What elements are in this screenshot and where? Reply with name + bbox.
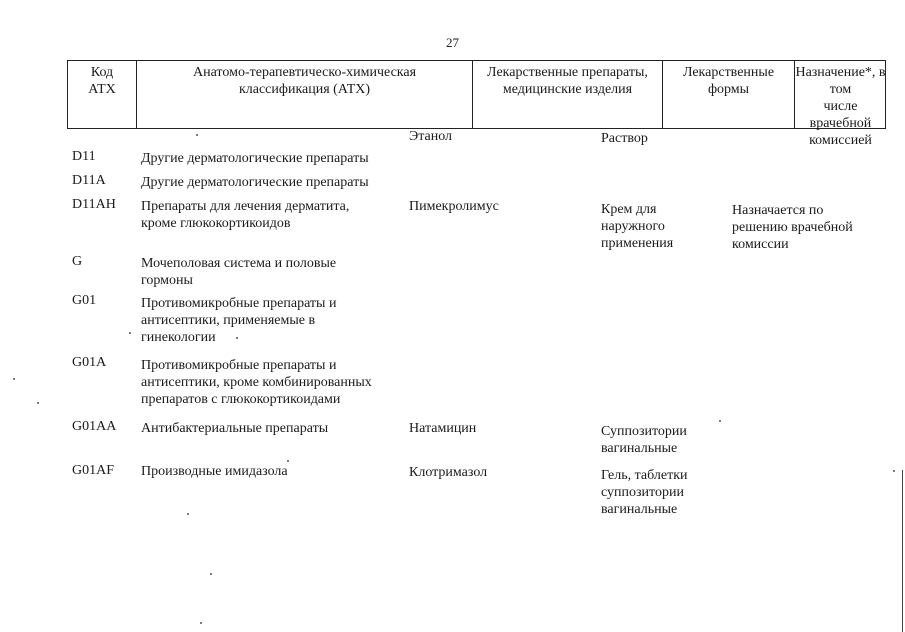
- table-cell-code: G: [72, 254, 83, 269]
- scan-speck: [196, 134, 198, 136]
- cell-line: Противомикробные препараты и: [141, 358, 337, 373]
- header-text: медицинские изделия: [502, 82, 633, 97]
- cell-line: Противомикробные препараты и: [141, 296, 337, 311]
- table-cell-code: G01A: [72, 355, 107, 370]
- table-cell-form: [601, 130, 721, 147]
- scan-speck: [236, 337, 238, 339]
- header-text: числе врачебной: [809, 99, 872, 131]
- cell-line: Препараты для лечения дерматита,: [141, 199, 350, 214]
- table-cell-code: G01AA: [72, 419, 117, 434]
- table-cell-name: [141, 420, 396, 437]
- header-code-atx: [68, 61, 136, 128]
- scan-speck: [129, 332, 131, 334]
- cell-line: применения: [601, 236, 674, 251]
- table-cell-code: D11A: [72, 173, 106, 188]
- scan-speck: [893, 470, 895, 472]
- table-cell-form: [601, 423, 721, 457]
- header-text: Код: [90, 65, 114, 80]
- scan-edge-line: [902, 470, 903, 632]
- table-cell-drug: Натамицин: [409, 421, 477, 436]
- scan-speck: [719, 420, 721, 422]
- cell-line: гормоны: [141, 273, 193, 288]
- cell-line: антисептики, применяемые в: [141, 313, 316, 328]
- header-text: Лекарственные препараты,: [487, 65, 648, 80]
- table-cell-form: [601, 201, 721, 252]
- cell-line: решению врачебной: [732, 220, 853, 235]
- header-text: Анатомо-терапевтическо-химическая: [192, 65, 417, 80]
- cell-line: комиссии: [732, 237, 789, 252]
- header-dosage-forms: [662, 61, 794, 128]
- cell-line: Другие дерматологические препараты: [141, 175, 369, 190]
- cell-line: Другие дерматологические препараты: [141, 151, 369, 166]
- header-atx-classification: [136, 61, 472, 128]
- table-cell-name: [141, 357, 396, 408]
- cell-line: Антибактериальные препараты: [141, 421, 329, 436]
- header-text: АТХ: [88, 82, 116, 97]
- table-cell-drug: Клотримазол: [409, 465, 488, 480]
- table-cell-name: [141, 150, 396, 167]
- cell-line: антисептики, кроме комбинированных: [141, 375, 372, 390]
- cell-line: гинекологии: [141, 330, 216, 345]
- table-cell-drug: Этанол: [409, 129, 453, 144]
- cell-line: суппозитории: [601, 485, 684, 500]
- header-medicines: [472, 61, 662, 128]
- page-number: 27: [446, 35, 459, 50]
- table-cell-name: [141, 295, 396, 346]
- header-text: классификация (АТХ): [238, 82, 371, 97]
- cell-line: Мочеполовая система и половые: [141, 256, 337, 271]
- table-cell-code: G01: [72, 293, 97, 308]
- table-cell-drug: Пимекролимус: [409, 199, 499, 214]
- cell-line: Раствор: [601, 131, 648, 146]
- table-cell-name: [141, 198, 396, 232]
- scan-speck: [37, 402, 39, 404]
- cell-line: Производные имидазола: [141, 464, 288, 479]
- table-cell-name: [141, 463, 396, 480]
- table-cell-note: [732, 202, 882, 253]
- scan-speck: [13, 378, 15, 380]
- scan-speck: [200, 622, 202, 624]
- cell-line: Гель, таблетки: [601, 468, 688, 483]
- table-cell-form: [601, 467, 721, 518]
- cell-line: Назначается по: [732, 203, 824, 218]
- scan-speck: [287, 460, 289, 462]
- cell-line: Суппозитории: [601, 424, 687, 439]
- header-text: комиссией: [809, 133, 872, 148]
- cell-line: вагинальные: [601, 502, 678, 517]
- cell-line: наружного: [601, 219, 665, 234]
- header-text: Лекарственные: [682, 65, 775, 80]
- table-cell-code: G01AF: [72, 463, 115, 478]
- header-prescription: [794, 61, 886, 148]
- cell-line: кроме глюкокортикоидов: [141, 216, 291, 231]
- cell-line: Крем для: [601, 202, 657, 217]
- scan-speck: [187, 513, 189, 515]
- table-cell-name: [141, 174, 396, 191]
- table-cell-code: D11: [72, 149, 96, 164]
- scan-speck: [210, 573, 212, 575]
- table-cell-code: D11AH: [72, 197, 116, 212]
- table-cell-name: [141, 255, 396, 289]
- header-text: формы: [707, 82, 750, 97]
- cell-line: препаратов с глюкокортикоидами: [141, 392, 341, 407]
- header-text: Назначение*, в том: [795, 65, 886, 97]
- cell-line: вагинальные: [601, 441, 678, 456]
